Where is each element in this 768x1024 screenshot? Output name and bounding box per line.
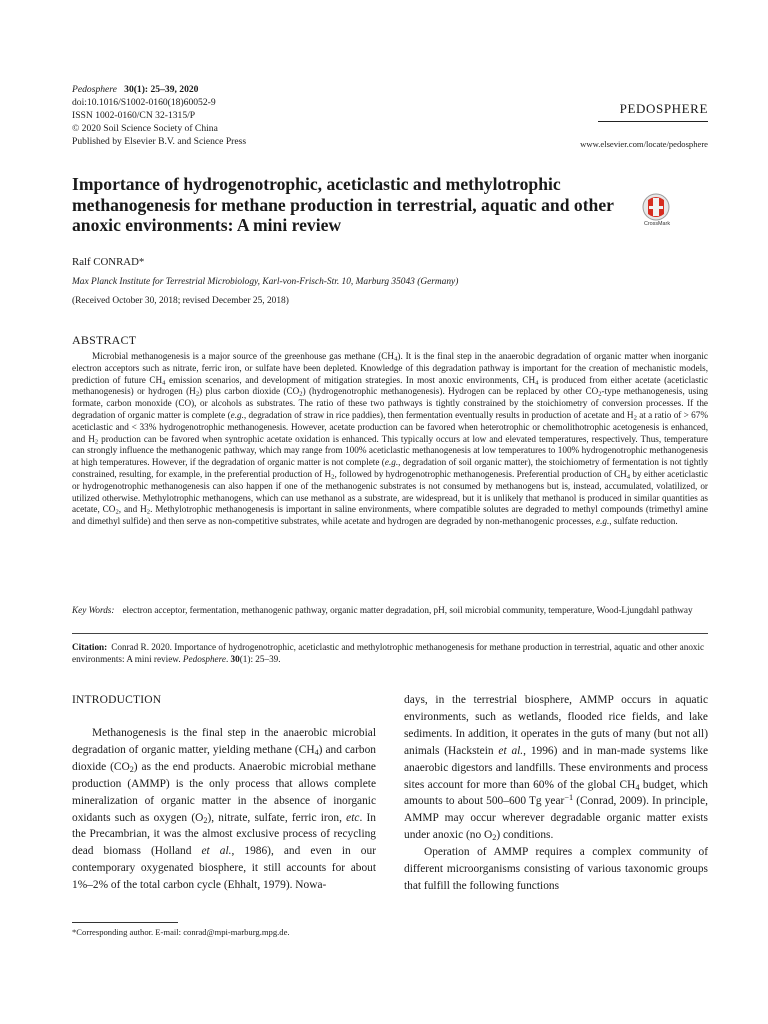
citation-divider [72,633,708,634]
crossmark-label: CrossMark [643,221,671,227]
keywords-list: electron acceptor, fermentation, methanogenic pathway, organic matter degradation, pH, soil microbial community, temperature, Wood-Ljungdahl pathway [122,605,693,615]
citation: Citation: Conrad R. 2020. Importance of hydrogenotrophic, aceticlastic and methylotrophic methanogenesis for methane production in terrestrial, aquatic and other anoxic environments: A mini review. Pedosphere. 30(1): 25–39. [72,642,705,665]
abstract-body: Microbial methanogenesis is a major source of the greenhouse gas methane $(CH_4)$. It is the final step in the anaerobic degradation of organic matter when inorganic electron acceptors such as nitrate, ferric iron, or sulfate have been depleted. Knowledge of this degradation pathway is important for the creation of mechanistic models, prediction of future $CH_4$ emission scenarios, and development of mitigation strategies. In most anoxic environments, $CH_4$ is produced from either acetate (aceticlastic methanogenesis) or hydrogen $(H_2)$ plus carbon dioxide $(CO_2)$ (hydrogenotrophic methanogenesis). Hydrogen can be replaced by other $CO_2$-type methanogenesis, using formate, carbon monoxide (CO), or alcohols as substrates. The ratio of these two pathways is tightly constrained by the stoichiometry of conversion processes. If the degradation of organic matter is complete (e.g., degradation of straw in rice paddies), then fermentation eventually results in production of acetate and $H_2$ at a ratio of > 67% aceticlastic and < 33% hydrogenotrophic methanogenesis. However, acetate production can be favored when heterotrophic or chemolithotrophic acetogenesis is enhanced, and $H_2$ production can be favored when syntrophic acetate oxidation is enhanced. This typically occurs at low and elevated temperatures, respectively. Thus, temperature can strongly influence the methanogenic pathway, which may range from 100% aceticlastic methanogenesis at low temperatures to 100% hydrogenotrophic methanogenesis at high temperatures. However, if the degradation of organic matter is not complete (e.g., degradation of soil organic matter), the stoichiometry of fermentation is not tightly constrained, resulting, for example, in the preferential production of $H_2$, followed by hydrogenotrophic methanogenesis. Preferential production of $CH_4$ by either aceticlastic or hydrogenotrophic methanogenesis can also happen if one of the methanogenic substrates is not consumed by methanogens but is, instead, accumulated, volatilized, or utilized otherwise. Methylotrophic methanogens, which can use methanol as a substrate, are widespread, but it is unlikely that methanol is produced in similar quantities as acetate, $CO_2$, and $H_2$. Methylotrophic methanogenesis is important in saline environments, where compatible solutes are degraded to methyl compounds (trimethyl amine and dimethyl sulfide) and then serve as non-competitive substrates, while acetate and hydrogen are degraded by non-methanogenic processes, e.g., sulfate reduction. [72,351,709,527]
doi[interactable]: doi:10.1016/S1002-0160(18)60052-9 [72,97,216,108]
article-title: Importance of hydrogenotrophic, aceticlastic and methylotrophic methanogenesis for methane production in terrestrial, aquatic and other anoxic environments: A mini review [72,174,614,235]
brand-divider [598,121,708,122]
body-column-left [72,725,376,894]
keywords-label: Key Words: [72,605,115,615]
introduction-heading: INTRODUCTION [72,694,162,706]
intro-paragraph-1-cont: days, in the terrestrial biosphere, AMMP occurs in aquatic environments, such as wetlands, flooded rice fields, and lake sediments. In addition, it operates in the guts of many (but not all) animals (Hackstein et al., 1996) and in man-made systems like anaerobic digestors and landfills. These environments and process sites account for more than 60% of the global $CH_4$ budget, which amounts to about 500–600 Tg year$^{-1}$ (Conrad, 2009). In principle, AMMP may occur wherever degradable organic matter exists under anoxic (no $O_2$) conditions. [404,694,709,843]
journal-metadata [72,83,402,148]
author: Ralf CONRAD* [72,256,145,268]
issn: ISSN 1002-0160/CN 32-1315/P [72,110,196,121]
body-column-right [404,692,708,895]
journal-url[interactable]: www.elsevier.com/locate/pedosphere [580,139,708,149]
publisher: Published by Elsevier B.V. and Science Press [72,136,247,147]
abstract-heading: ABSTRACT [72,333,137,347]
journal-brand: PEDOSPHERE [619,101,708,116]
footnote-divider [72,922,178,923]
intro-paragraph-2: Operation of AMMP requires a complex community of different microorganisms consisting of various taxonomic groups that fulfill the following functions [404,846,708,892]
intro-paragraph-1: Methanogenesis is the final step in the anaerobic microbial degradation of organic matter, yielding methane $(CH_4)$ and carbon dioxide $(CO_2)$ as the end products. Anaerobic microbial methane production (AMMP) is the only process that allows complete mineralization of organic matter in the absence of inorganic oxidants such as oxygen $(O_2)$, nitrate, sulfate, ferric iron, etc. In the Precambrian, it was the almost exclusive process of recycling dead biomass (Holland et al., 1986), and even in our contemporary oxygenated biosphere, it still accounts for about 1%–2% of the total carbon cycle (Ehhalt, 1979). Nowa- [72,727,376,892]
received-dates: (Received October 30, 2018; revised December 25, 2018) [72,296,289,306]
corresponding-author-footnote: *Corresponding author. E-mail: conrad@mpi-marburg.mpg.de. [72,927,290,937]
journal-volume: Pedosphere 30(1): 25–39, 2020 [72,84,199,95]
keywords [72,604,708,616]
citation-label: Citation: [72,642,108,652]
affiliation: Max Planck Institute for Terrestrial Microbiology, Karl-von-Frisch-Str. 10, Marburg 35043 (Germany) [72,277,459,287]
copyright: © 2020 Soil Science Society of China [72,123,218,134]
